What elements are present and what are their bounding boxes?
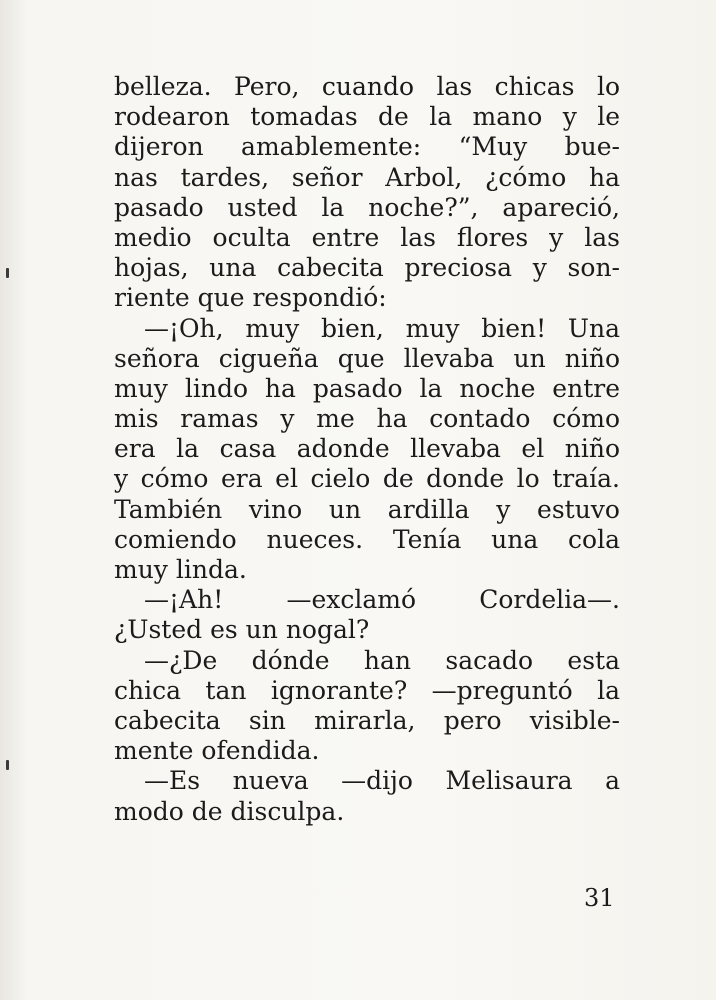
page-number: 31 — [584, 884, 615, 912]
text-line: —¿De dónde han sacado esta — [144, 645, 620, 675]
text-line: muy linda. — [114, 555, 247, 584]
text-line: nas tardes, señor Arbol, ¿cómo ha — [114, 162, 620, 192]
text-line: comiendo nueces. Tenía una cola — [114, 524, 620, 554]
text-line: muy lindo ha pasado la noche entre — [114, 373, 620, 403]
text-line: belleza. Pero, cuando las chicas lo — [114, 72, 620, 101]
text-line: —¡Oh, muy bien, muy bien! Una — [144, 313, 620, 343]
text-line: mis ramas y me ha contado cómo — [114, 404, 620, 434]
text-line: dijeron amablemente: “Muy bue- — [114, 132, 620, 162]
text-line: riente que respondió: — [114, 283, 387, 313]
margin-mark — [6, 760, 9, 770]
text-line: medio oculta entre las flores y las — [114, 222, 620, 252]
text-line: —¡Ah! —exclamó Cordelia—. — [144, 585, 620, 615]
text-line: ¿Usted es un nogal? — [114, 615, 370, 645]
text-line: y cómo era el cielo de donde lo traía. — [114, 464, 620, 494]
text-line: chica tan ignorante? —preguntó la — [114, 675, 620, 705]
text-line: rodearon tomadas de la mano y le — [114, 102, 620, 132]
text-line: modo de disculpa. — [114, 796, 345, 826]
margin-mark — [6, 268, 9, 278]
text-line: hojas, una cabecita preciosa y son- — [114, 253, 620, 283]
text-line: señora cigueña que llevaba un niño — [114, 343, 620, 373]
text-line: También vino un ardilla y estuvo — [114, 494, 620, 524]
text-line: —Es nueva —dijo Melisaura a — [144, 766, 620, 796]
text-line: mente ofendida. — [114, 736, 320, 766]
text-line: cabecita sin mirarla, pero visible- — [114, 705, 620, 735]
text-line: era la casa adonde llevaba el niño — [114, 434, 620, 464]
text-line: pasado usted la noche?”, apareció, — [114, 192, 620, 222]
body-text — [114, 72, 620, 827]
